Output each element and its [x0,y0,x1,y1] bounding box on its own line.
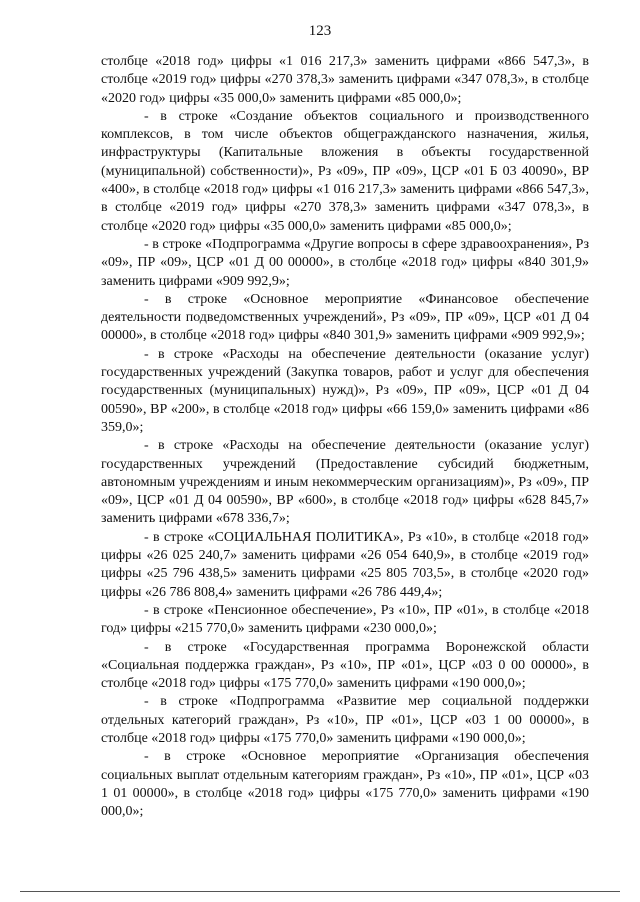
paragraph-item: - в строке «Пенсионное обеспечение», Рз «10», ПР «01», в столбце «2018 год» цифры «215 770,0» заменить цифрами «230 000,0»; [101,602,589,637]
document-body [101,53,589,821]
page-bottom-divider [20,891,620,892]
paragraph-item: - в строке «Основное мероприятие «Организация обеспечения социальных выплат отдельным категориям граждан», Рз «10», ПР «01», ЦСР «03 1 01 00000», в столбце «2018 год» цифры «175 770,0» заменить цифрами «190 000,0»; [101,749,589,820]
page-number: 123 [308,23,332,39]
paragraph-item: - в строке «Создание объектов социального и производственного комплексов, в том числе объектов общегражданского назначения, жилья, инфраструктуры (Капитальные вложения в объекты государственной (муниципальной) собственности)», Рз «09», ПР «09», ЦСР «01 Б 03 40090», ВР «400», в столбце «2018 год» цифры «1 016 217,3» заменить цифрами «866 547,3», в столбце «2019 год» цифры «270 378,3» заменить цифрами «347 078,3», в столбце «2020 год» цифры «35 000,0» заменить цифрами «85 000,0»; [101,108,589,234]
paragraph-item: - в строке «Расходы на обеспечение деятельности (оказание услуг) государственных учреждений (Предоставление субсидий бюджетным, автономным учреждениям и иным некоммерческим организациям)», Рз «09», ПР «09», ЦСР «01 Д 04 00590», ВР «600», в столбце «2018 год» цифры «628 845,7» заменить цифрами «678 336,7»; [101,438,589,527]
paragraph-item: - в строке «Расходы на обеспечение деятельности (оказание услуг) государственных учреждений (Закупка товаров, работ и услуг для обеспечения государственных (муниципальных) нужд)», Рз «09», ПР «09», ЦСР «01 Д 04 00590», ВР «200», в столбце «2018 год» цифры «66 159,0» заменить цифрами «86 359,0»; [101,346,589,435]
paragraph-continuation: столбце «2018 год» цифры «1 016 217,3» заменить цифрами «866 547,3», в столбце «2019 год» цифры «270 378,3» заменить цифрами «347 078,3», в столбце «2020 год» цифры «35 000,0» заменить цифрами «85 000,0»; [101,54,589,106]
paragraph-item: - в строке «Подпрограмма «Развитие мер социальной поддержки отдельных категорий граждан», Рз «10», ПР «01», ЦСР «03 1 00 00000», в столбце «2018 год» цифры «175 770,0» заменить цифрами «190 000,0»; [101,694,589,746]
paragraph-item: - в строке «Основное мероприятие «Финансовое обеспечение деятельности подведомственных учреждений», Рз «09», ПР «09», ЦСР «01 Д 04 00000», в столбце «2018 год» цифры «840 301,9» заменить цифрами «909 992,9»; [101,291,589,344]
paragraph-item: - в строке «СОЦИАЛЬНАЯ ПОЛИТИКА», Рз «10», в столбце «2018 год» цифры «26 025 240,7» заменить цифрами «26 054 640,9», в столбце «2019 год» цифры «25 796 438,5» заменить цифрами «25 805 703,5», в столбце «2020 год» цифры «26 786 808,4» заменить цифрами «26 786 449,4»; [101,529,589,600]
paragraph-item: - в строке «Подпрограмма «Другие вопросы в сфере здравоохранения», Рз «09», ПР «09», ЦСР «01 Д 00 00000», в столбце «2018 год» цифры «840 301,9» заменить цифрами «909 992,9»; [101,236,589,289]
paragraph-item: - в строке «Государственная программа Воронежской области «Социальная поддержка граждан», Рз «10», ПР «01», ЦСР «03 0 00 00000», в столбце «2018 год» цифры «175 770,0» заменить цифрами «190 000,0»; [101,639,589,692]
